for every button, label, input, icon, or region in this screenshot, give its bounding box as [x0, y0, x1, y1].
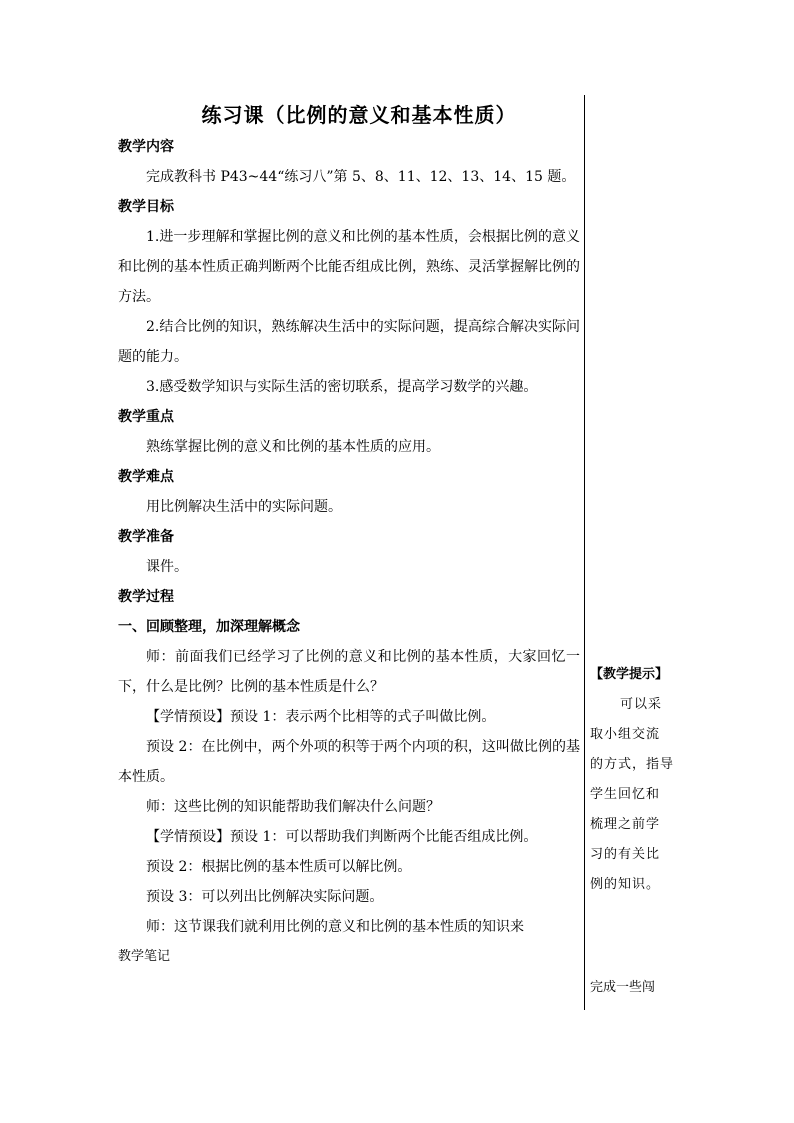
- paragraph-1: 师：前面我们已经学习了比例的意义和比例的基本性质，大家回忆一下，什么是比例？比例的基本性质是什么？: [118, 649, 580, 695]
- sidebar-bottom-text: 完成一些闯: [590, 980, 656, 995]
- key-points-text: 熟练掌握比例的意义和比例的基本性质的应用。: [146, 439, 440, 455]
- sidebar-teaching-tips: [590, 660, 680, 900]
- goal-3: 3.感受数学知识与实际生活的密切联系，提高学习数学的兴趣。: [146, 379, 538, 395]
- main-column: [118, 98, 580, 972]
- sidebar-line: 梳理之前学: [590, 817, 661, 832]
- preparation-text: 课件。: [146, 559, 188, 575]
- column-divider: [584, 95, 585, 1010]
- sidebar-line: 的方式，指导: [590, 757, 675, 772]
- step-1-heading: 一、回顾整理，加深理解概念: [118, 619, 300, 635]
- sidebar-line: 取小组交流: [590, 727, 661, 742]
- paragraph-6: 预设 2：根据比例的基本性质可以解比例。: [146, 859, 412, 875]
- heading-difficulty: 教学难点: [118, 469, 174, 485]
- heading-preparation: 教学准备: [118, 529, 174, 545]
- page-title: 练习课（比例的意义和基本性质）: [201, 103, 517, 127]
- sidebar-line: 学生回忆和: [590, 787, 661, 802]
- sidebar-title: 【教学提示】: [590, 667, 669, 682]
- paragraph-8: 师：这节课我们就利用比例的意义和比例的基本性质的知识来: [146, 919, 524, 935]
- paragraph-5: 【学情预设】预设 1：可以帮助我们判断两个比能否组成比例。: [146, 829, 538, 845]
- content-text: 完成教科书 P43~44“练习八”第 5、8、11、12、13、14、15 题。: [146, 169, 576, 185]
- heading-key-points: 教学重点: [118, 409, 174, 425]
- sidebar-line: 可以采: [620, 697, 663, 712]
- paragraph-4: 师：这些比例的知识能帮助我们解决什么问题？: [146, 799, 440, 815]
- goal-1: 1.进一步理解和掌握比例的意义和比例的基本性质，会根据比例的意义和比例的基本性质正确判断两个比能否组成比例，熟练、灵活掌握解比例的方法。: [118, 229, 580, 305]
- paragraph-7: 预设 3：可以列出比例解决实际问题。: [146, 889, 384, 905]
- heading-content: 教学内容: [118, 139, 174, 155]
- paragraph-2: 【学情预设】预设 1：表示两个比相等的式子叫做比例。: [146, 709, 496, 725]
- sidebar-line: 例的知识。: [590, 877, 661, 892]
- sidebar-line: 习的有关比: [590, 847, 661, 862]
- heading-process: 教学过程: [118, 589, 174, 605]
- goal-2: 2.结合比例的知识，熟练解决生活中的实际问题，提高综合解决实际问题的能力。: [118, 319, 580, 365]
- heading-goals: 教学目标: [118, 199, 174, 215]
- difficulty-text: 用比例解决生活中的实际问题。: [146, 499, 342, 515]
- teaching-notes-label: 教学笔记: [118, 949, 171, 964]
- paragraph-3: 预设 2：在比例中，两个外项的积等于两个内项的积，这叫做比例的基本性质。: [118, 739, 580, 785]
